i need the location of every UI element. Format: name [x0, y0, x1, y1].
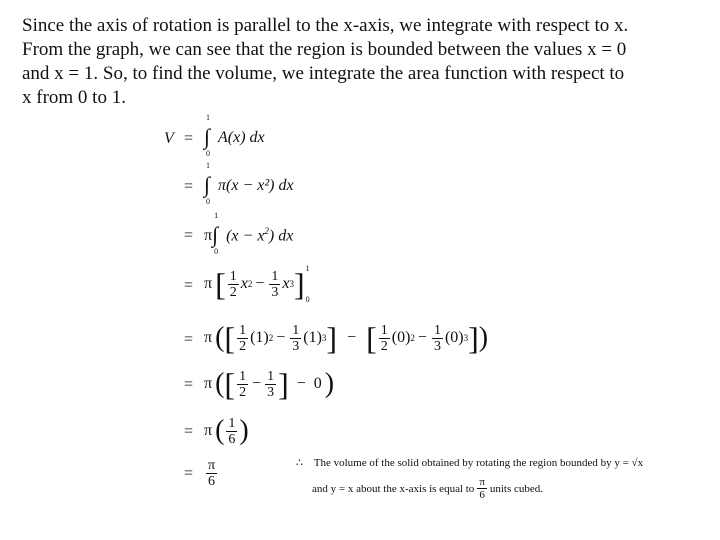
- minus-sign: −: [255, 275, 265, 292]
- denominator: 6: [228, 431, 236, 447]
- step-1-expression: A(x) dx: [218, 129, 265, 146]
- pi-factor: π: [204, 329, 213, 346]
- evaluation-limits: [306, 264, 310, 304]
- numerator: 1: [292, 322, 300, 338]
- pi-factor: π: [204, 422, 213, 439]
- fraction-pi-over-six: [477, 476, 487, 501]
- value-zero: 0: [313, 375, 322, 392]
- conclusion-text-2b: units cubed.: [489, 482, 544, 495]
- intro-paragraph: [22, 14, 712, 110]
- denominator: 2: [229, 284, 237, 300]
- therefore-symbol: ∴: [296, 457, 303, 469]
- value-zero: (0): [391, 329, 411, 346]
- numerator: 1: [271, 268, 279, 284]
- intro-line-1: Since the axis of rotation is parallel to the x-axis, we integrate with respect to x.: [22, 15, 629, 36]
- equals-sign: =: [184, 331, 194, 348]
- numerator: 1: [239, 368, 247, 384]
- numerator: 1: [229, 268, 237, 284]
- exponent: 3: [321, 333, 327, 343]
- numerator: 1: [380, 322, 388, 338]
- numerator: π: [208, 457, 216, 473]
- var-x: x: [257, 227, 265, 245]
- conclusion-text-2a: and y = x about the x-axis is equal to: [312, 482, 475, 495]
- fraction-one-third: [290, 323, 301, 354]
- upper-limit: 1: [305, 264, 310, 273]
- numerator: 1: [239, 322, 247, 338]
- intro-line-2: From the graph, we can see that the region is bounded between the values x = 0: [22, 39, 627, 60]
- equals-sign: =: [184, 376, 194, 393]
- equals-sign: =: [184, 227, 194, 244]
- upper-limit: 1: [206, 161, 210, 170]
- denominator: 3: [433, 338, 441, 354]
- exponent: 2: [247, 279, 253, 289]
- lower-limit: 0: [214, 247, 219, 256]
- minus-sign: −: [276, 329, 286, 346]
- lower-limit: 0: [305, 295, 310, 304]
- denominator: 6: [479, 489, 485, 501]
- minus-sign: −: [347, 329, 357, 346]
- fraction-one-sixth: [226, 416, 237, 447]
- denominator: 2: [239, 384, 247, 400]
- value-zero: (0): [444, 329, 464, 346]
- step-2: [204, 161, 294, 206]
- minus-sign: −: [417, 329, 427, 346]
- var-x: x: [282, 275, 290, 292]
- numerator: 1: [267, 368, 275, 384]
- equals-sign: =: [184, 130, 194, 147]
- denominator: 6: [208, 473, 216, 489]
- pi-factor: π: [204, 375, 213, 392]
- integral-sign: 1 ∫ 0: [204, 161, 211, 206]
- step-4: π [ $\frac{1}{2}$ x 2 − $\frac{1}{3}$ x 3 ] 1 0: [204, 264, 310, 304]
- step-3: π 1 ∫ 0 $(x - x^2)$ dx: [204, 211, 294, 256]
- equals-sign: =: [184, 178, 194, 195]
- numerator: π: [479, 476, 485, 488]
- fraction-one-half: [237, 323, 248, 354]
- var-x: x: [240, 275, 248, 292]
- fraction-one-half: [228, 269, 239, 300]
- numerator: 1: [433, 322, 441, 338]
- denominator: 2: [239, 338, 247, 354]
- step-5: π ( [ $\frac{1}{2}$ (1) 2 − $\frac{1}{3}$ (1) 3 ] − [ $\frac{1}{2}$ (0) 2 − $\frac{1}{3}$ (0) 3 ] ): [204, 320, 489, 356]
- lower-limit: 0: [206, 197, 210, 206]
- fraction-one-third: [432, 323, 443, 354]
- denominator: 3: [271, 284, 279, 300]
- fraction-pi-over-six: [206, 458, 217, 489]
- integral-sign: 1 ∫ 0: [212, 211, 219, 256]
- value-one: (1): [250, 329, 269, 346]
- conclusion-line-2: [312, 476, 543, 501]
- minus-sign: −: [296, 375, 306, 392]
- fraction-one-half: [237, 369, 248, 400]
- denominator: 2: [380, 338, 388, 354]
- volume-symbol: V: [164, 130, 174, 147]
- exponent: 3: [289, 279, 294, 289]
- denominator: 3: [267, 384, 275, 400]
- denominator: 3: [292, 338, 300, 354]
- step-8: [204, 455, 219, 491]
- fraction-one-third: [265, 369, 276, 400]
- upper-limit: 1: [206, 113, 210, 122]
- intro-line-4: x from 0 to 1.: [22, 87, 126, 108]
- conclusion-text-1: The volume of the solid obtained by rotating the region bounded by y = √x: [313, 457, 644, 469]
- var-x: x: [231, 227, 239, 245]
- fraction-one-third: [269, 269, 280, 300]
- step-1: [204, 113, 265, 158]
- equals-sign: =: [184, 423, 194, 440]
- exponent: 2: [268, 333, 274, 343]
- fraction-one-half: [379, 323, 390, 354]
- upper-limit: 1: [214, 211, 219, 220]
- exponent: 3: [463, 333, 469, 343]
- exponent: 2: [410, 333, 415, 343]
- pi-factor: π: [204, 227, 213, 244]
- step-2-expression: π(x − x²) dx: [218, 177, 294, 194]
- minus-sign: −: [252, 375, 262, 392]
- exponent: 2: [264, 226, 269, 237]
- conclusion-line-1: [296, 456, 643, 469]
- lower-limit: 0: [206, 149, 210, 158]
- equals-sign: =: [184, 277, 194, 294]
- integral-sign: 1 ∫ 0: [204, 113, 211, 158]
- intro-line-3: and x = 1. So, to find the volume, we integrate the area function with respect to: [22, 63, 625, 84]
- step-7: π ( $\frac{1}{6}$ ): [204, 415, 249, 447]
- value-one: (1): [303, 329, 322, 346]
- numerator: 1: [228, 415, 236, 431]
- step-6: π ( [ $\frac{1}{2}$ − $\frac{1}{3}$ ] − 0 ): [204, 366, 335, 402]
- equals-sign: =: [184, 465, 194, 482]
- minus-sign: −: [242, 227, 254, 245]
- pi-factor: π: [204, 275, 213, 292]
